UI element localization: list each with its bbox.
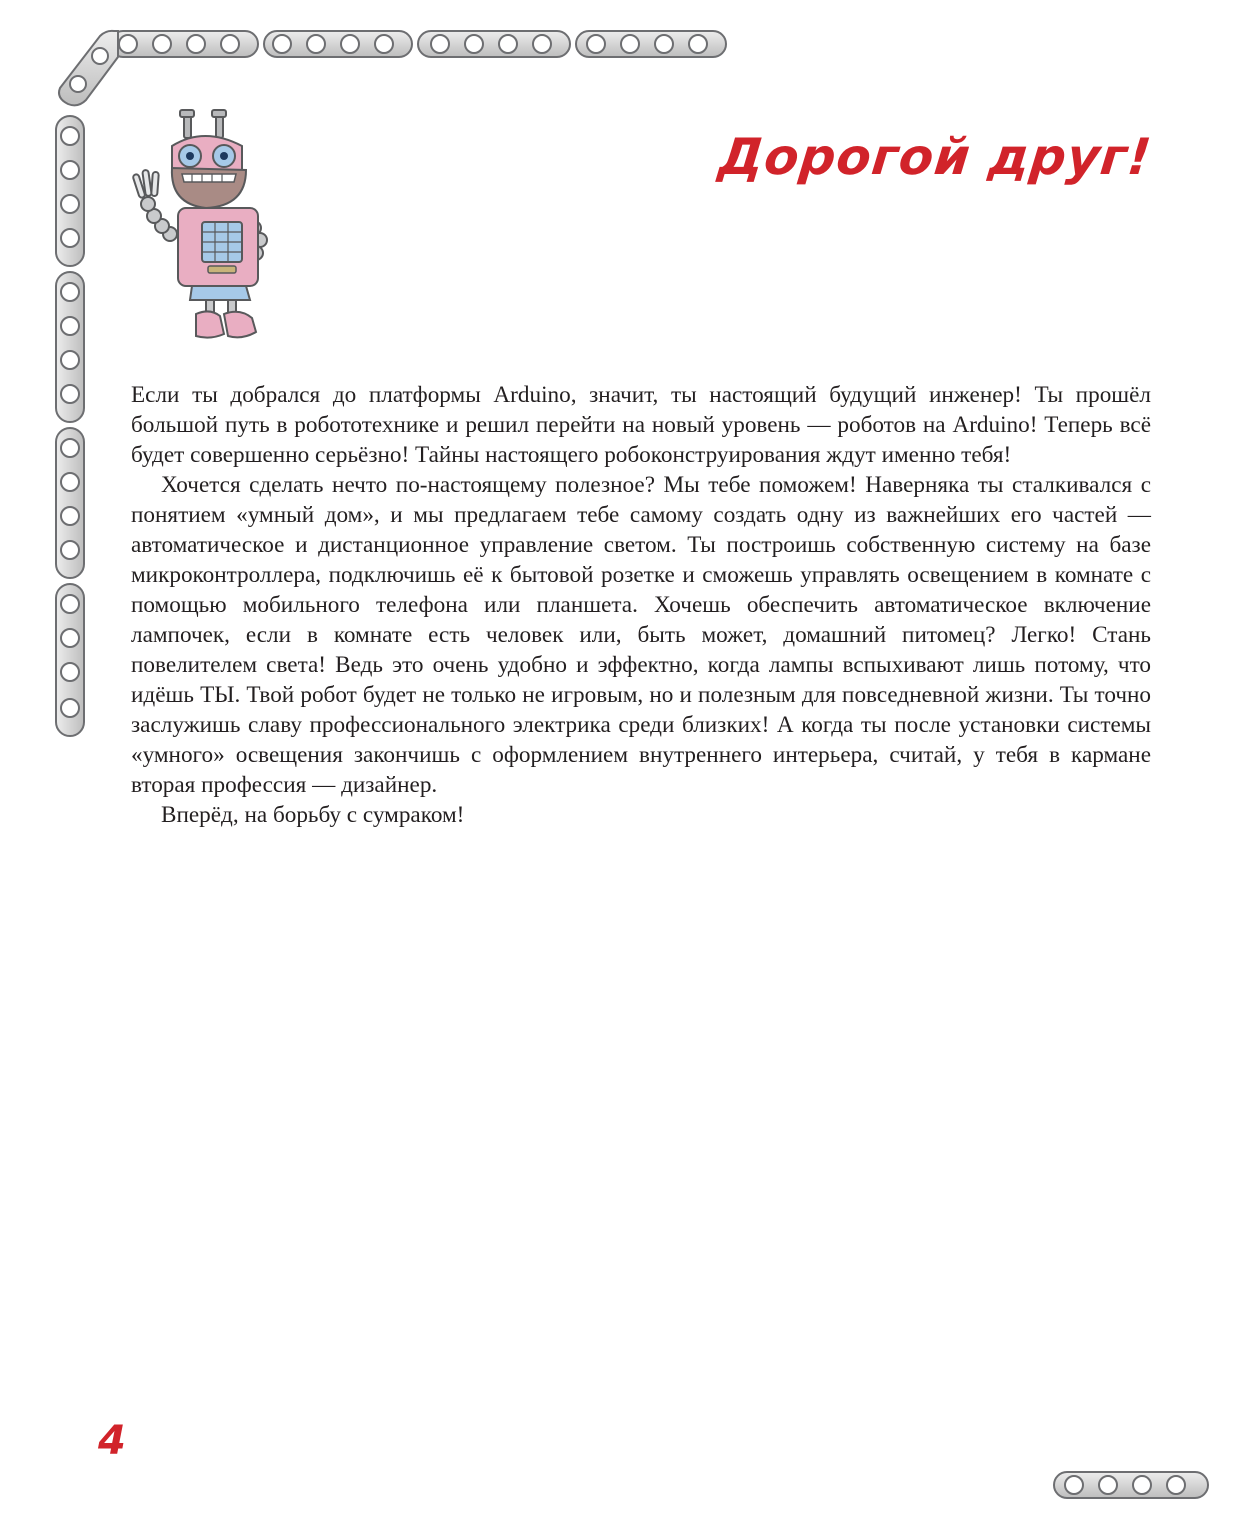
- top-beam-1: [110, 31, 258, 57]
- left-beam-3: [56, 428, 84, 578]
- top-beam-4: [576, 31, 726, 57]
- paragraph: Хочется сделать нечто по-настоящему полезное? Мы тебе поможем! Наверняка ты сталкивался с понятием «умный дом», и мы предлагаем тебе самому создать одну из важнейших его частей — автоматическое и дистанционное управление светом. Ты построишь собственную систему на базе микроконтроллера, подключишь её к бытовой розетке и сможешь управлять освещением в комнате с помощью мобильного телефона или планшета. Хочешь обеспечить автоматическое включение лампочек, если в комнате есть человек или, быть может, домашний питомец? Легко! Стань повелителем света! Ведь это очень удобно и эффектно, когда лампы вспыхивают лишь потому, что идёшь ТЫ. Твой робот будет не только не игровым, но и полезным для повседневной жизни. Ты точно заслужишь славу профессионального электрика среди близких! А когда ты после установки системы «умного» освещения закончишь с оформлением внутреннего интерьера, считай, у тебя в кармане вторая профессия — дизайнер.: [131, 472, 1151, 798]
- page-title: Дорогой друг!: [716, 128, 1156, 186]
- waving-robot-illustration: [124, 108, 284, 346]
- body-text: [131, 380, 1151, 830]
- top-beam-3: [418, 31, 570, 57]
- top-beam-2: [264, 31, 412, 57]
- paragraph: Вперёд, на борьбу с сумраком!: [161, 802, 465, 828]
- left-beam-4: [56, 584, 84, 736]
- page-number: 4: [98, 1418, 126, 1464]
- left-beam-2: [56, 272, 84, 422]
- bottom-beam: [1050, 1468, 1214, 1504]
- corner-beam: [59, 31, 118, 105]
- left-beam-1: [56, 116, 84, 266]
- paragraph: Если ты добрался до платформы Arduino, значит, ты настоящий будущий инженер! Ты прошёл большой путь в робототехнике и решил перейти на новый уровень — роботов на Arduino! Теперь всё будет совершенно серьёзно! Тайны настоящего робоконструирования ждут именно тебя!: [131, 382, 1151, 468]
